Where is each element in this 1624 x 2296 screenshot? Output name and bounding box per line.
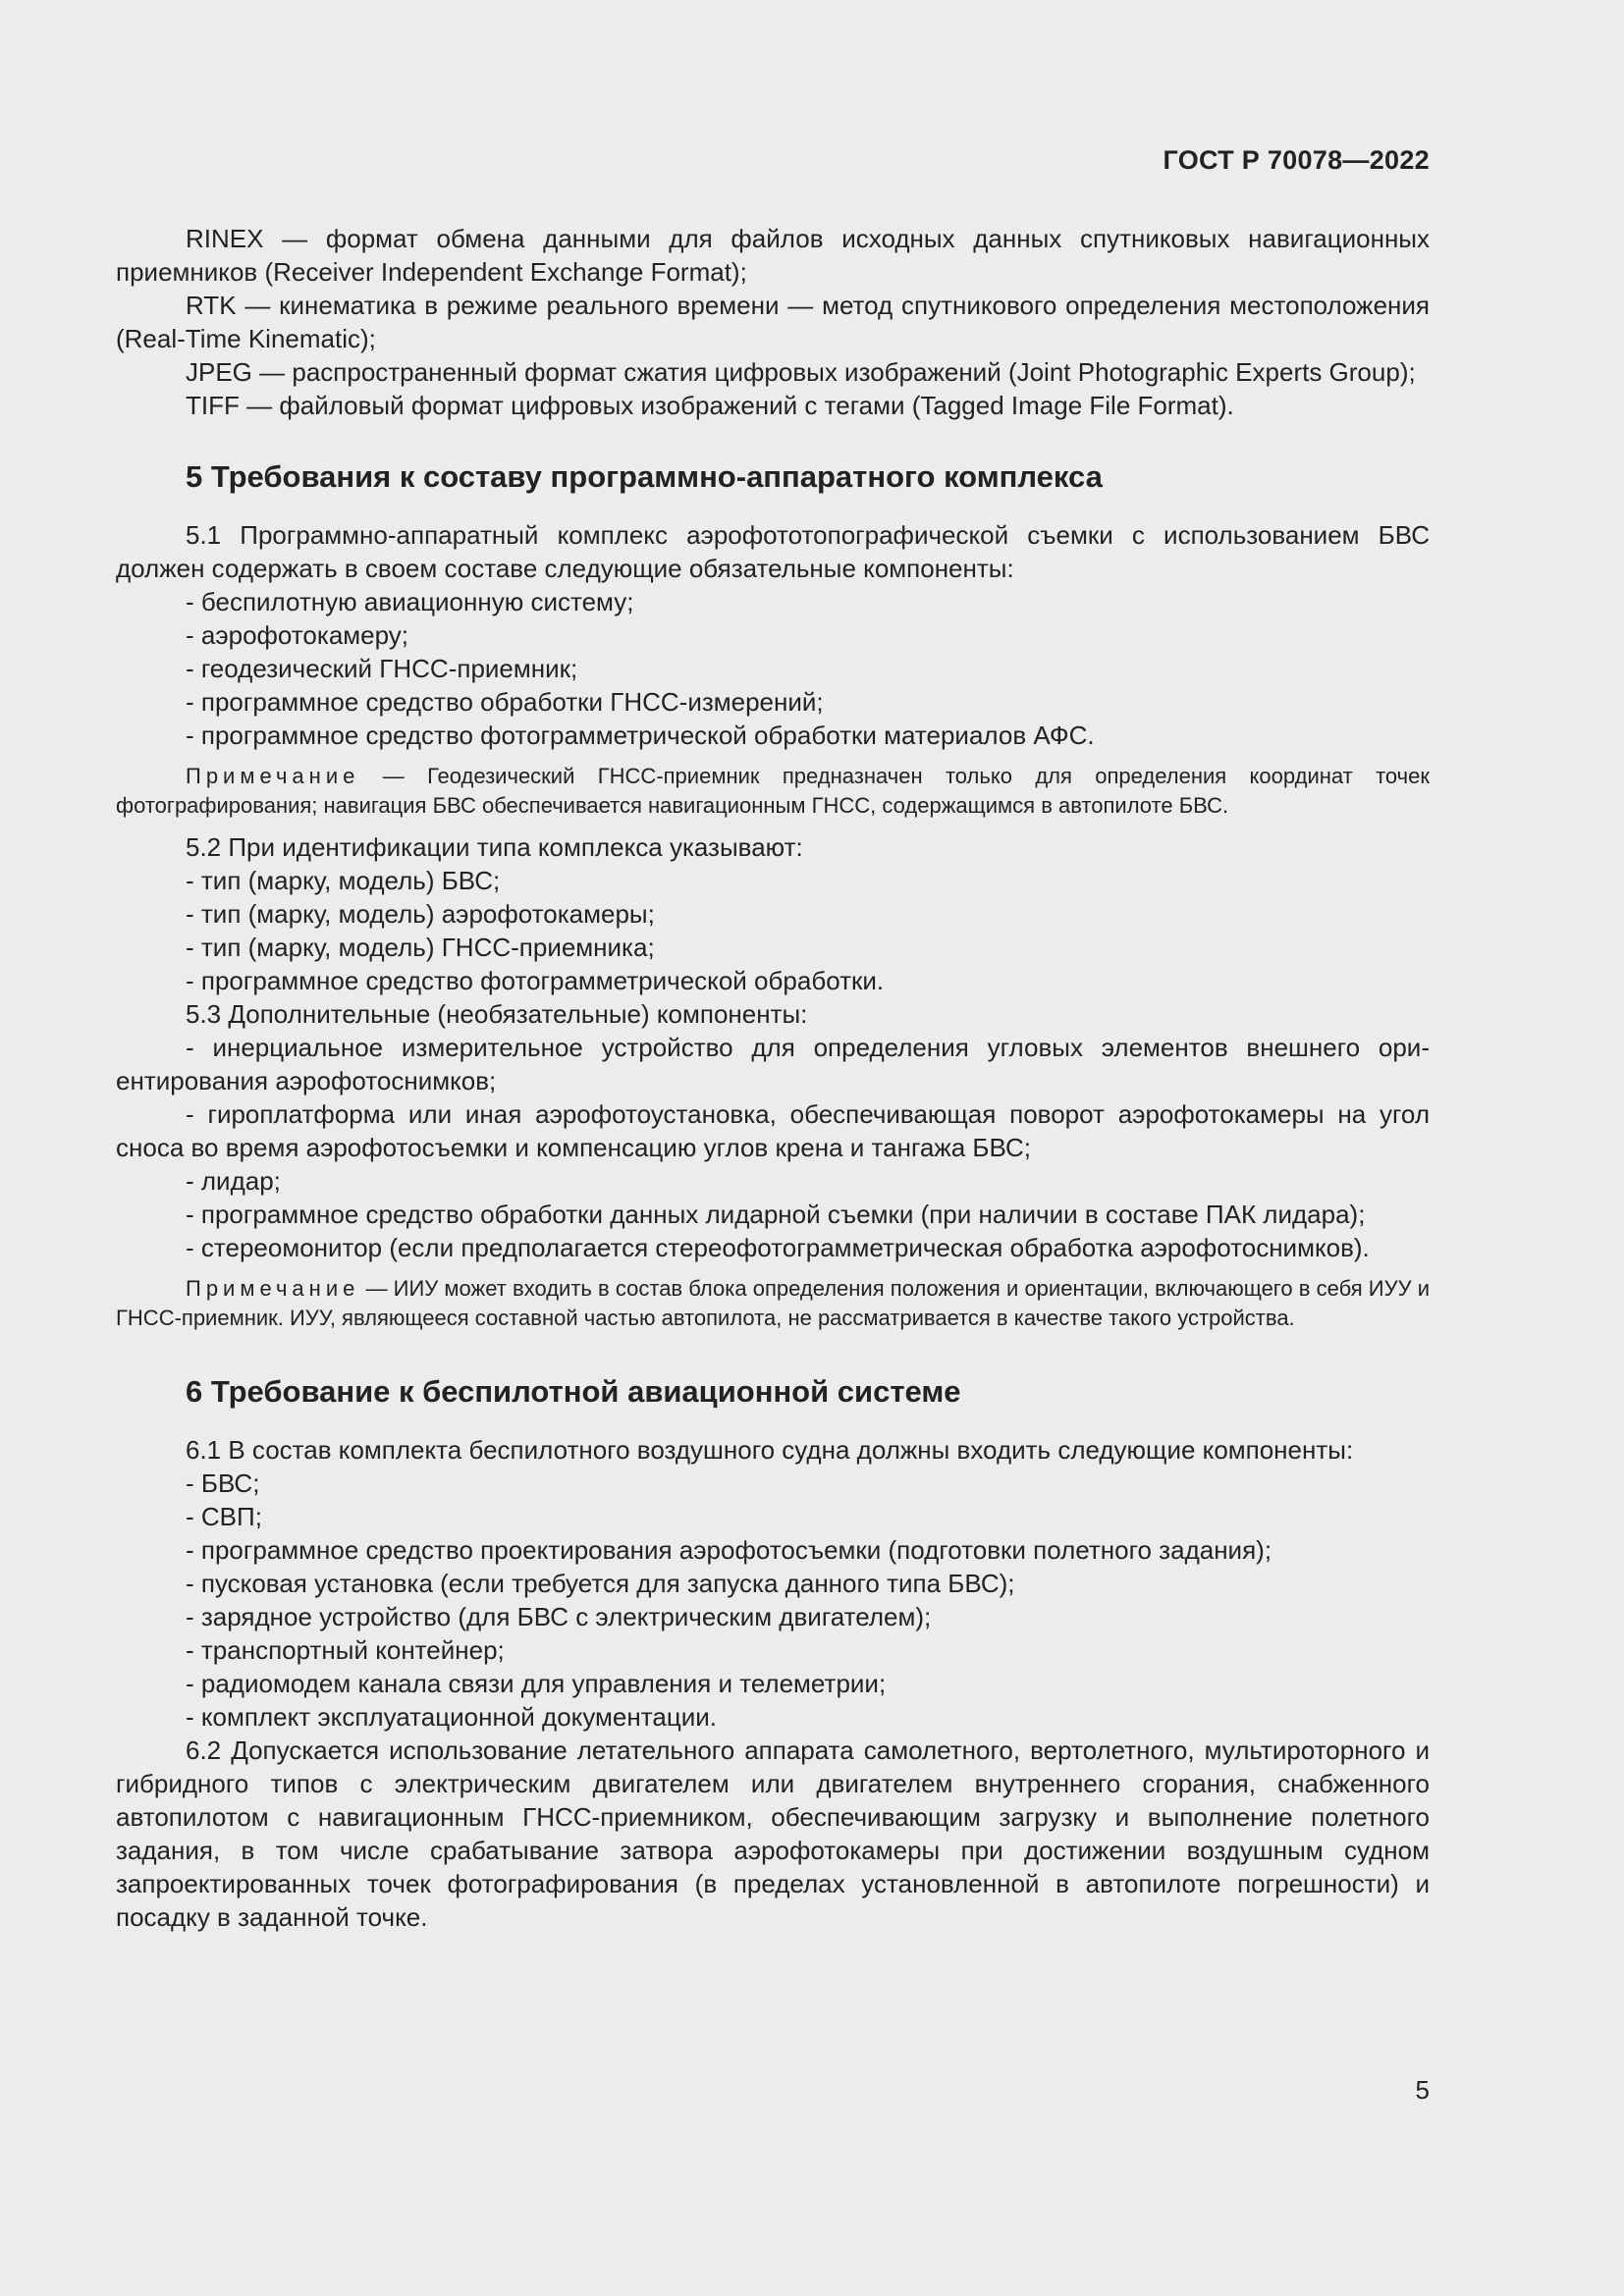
list-item: - стереомонитор (если предполагается стереофотограмметрическая обработка аэрофотоснимков). — [186, 1233, 1370, 1262]
abbrev-jpeg: JPEG — распространенный формат сжатия цифровых изображений (Joint Photographic Experts Group); — [186, 357, 1416, 387]
list-item: - аэрофотокамеру; — [186, 620, 409, 650]
list-item: - программное средство обработки ГНСС-измерений; — [186, 687, 824, 717]
section-6-title: 6 Требование к беспилотной авиационной системе — [186, 1374, 961, 1409]
list-item: - программное средство фотограмметрической обработки. — [186, 966, 885, 995]
list-item: - инерциальное измерительное устройство для определения угловых элементов внешнего ориентирования аэрофотоснимков; — [116, 1033, 1430, 1095]
list-item: - гироплатформа или иная аэрофотоустановка, обеспечивающая поворот аэрофотокамеры на угол сноса во время аэрофотосъемки и компенсацию углов крена и тангажа БВС; — [116, 1099, 1430, 1162]
note-2 — [116, 1274, 1430, 1333]
list-item: - программное средство обработки данных лидарной съемки (при наличии в составе ПАК лидара); — [186, 1200, 1366, 1229]
list-item: - программное средство проектирования аэрофотосъемки (подготовки полетного задания); — [186, 1535, 1272, 1565]
list-item: - транспортный контейнер; — [186, 1635, 505, 1665]
list-item: - пусковая установка (если требуется для запуска данного типа БВС); — [186, 1569, 1015, 1598]
document-body — [116, 222, 1430, 1934]
paragraph-5-3: 5.3 Дополнительные (необязательные) компоненты: — [186, 999, 808, 1029]
list-item: - радиомодем канала связи для управления и телеметрии; — [186, 1669, 887, 1698]
list-item: - лидар; — [186, 1166, 281, 1196]
abbrev-rinex: RINEX — формат обмена данными для файлов исходных данных спутниковых навигационных приемников (Receiver Independent Exchange Format); — [116, 224, 1430, 287]
note-label: Примечание — [186, 1276, 360, 1301]
list-item: - беспилотную авиационную систему; — [186, 587, 634, 616]
list-item: - геодезический ГНСС-приемник; — [186, 654, 578, 683]
section-5-title: 5 Требования к составу программно-аппаратного комплекса — [186, 459, 1103, 494]
list-item: - комплект эксплуатационной документации. — [186, 1702, 717, 1732]
document-code: ГОСТ Р 70078—2022 — [1163, 145, 1430, 175]
paragraph-5-1: 5.1 Программно-аппаратный комплекс аэрофототопографической съемки с использованием БВС должен содержать в своем составе следующие обязательные компоненты: — [116, 520, 1430, 583]
note-text: — Геодезический ГНСС-приемник предназначен только для определения координат точек фотографирования; навигация БВС обеспечивается навигационным ГНСС, содержащимся в автопилоте БВС. — [116, 764, 1430, 818]
note-label: Примечание — [186, 764, 360, 788]
note-1 — [116, 762, 1430, 821]
abbrev-tiff: TIFF — файловый формат цифровых изображений с тегами (Tagged Image File Format). — [186, 391, 1234, 420]
list-item: - СВП; — [186, 1502, 262, 1531]
paragraph-6-1: 6.1 В состав комплекта беспилотного воздушного судна должны входить следующие компоненты: — [186, 1435, 1354, 1465]
list-item: - тип (марку, модель) ГНСС-приемника; — [186, 933, 655, 962]
paragraph-6-2: 6.2 Допускается использование летательного аппарата самолетного, вертолетного, мультироторного и гибридного типов с электрическим двигателем или двигателем внутреннего сгорания, снабженного автопилотом с навигационным ГНСС-приемником, обеспечивающим загрузку и выполнение полетного задания, в том числе срабатывание затвора аэрофотокамеры при достижении воздушным судном запроектированных точек фотографирования (в пределах установленной в автопилоте погрешности) и посадку в заданной точке. — [116, 1735, 1430, 1932]
page-number: 5 — [1415, 2075, 1430, 2105]
note-text: — ИИУ может входить в состав блока определения положения и ориентации, включающего в себя ИУУ и ГНСС-приемник. ИУУ, являющееся составной частью автопилота, не рассматривается в качестве такого устройства. — [116, 1276, 1430, 1330]
list-item: - тип (марку, модель) аэрофотокамеры; — [186, 899, 655, 929]
list-item: - тип (марку, модель) БВС; — [186, 866, 501, 895]
paragraph-5-2: 5.2 При идентификации типа комплекса указывают: — [186, 832, 803, 862]
list-item: - программное средство фотограмметрической обработки материалов АФС. — [186, 721, 1095, 750]
abbrev-rtk: RTK — кинематика в режиме реального времени — метод спутникового определения местоположения (Real-Time Kinematic); — [116, 291, 1430, 353]
list-item: - БВС; — [186, 1468, 260, 1498]
list-item: - зарядное устройство (для БВС с электрическим двигателем); — [186, 1602, 932, 1631]
